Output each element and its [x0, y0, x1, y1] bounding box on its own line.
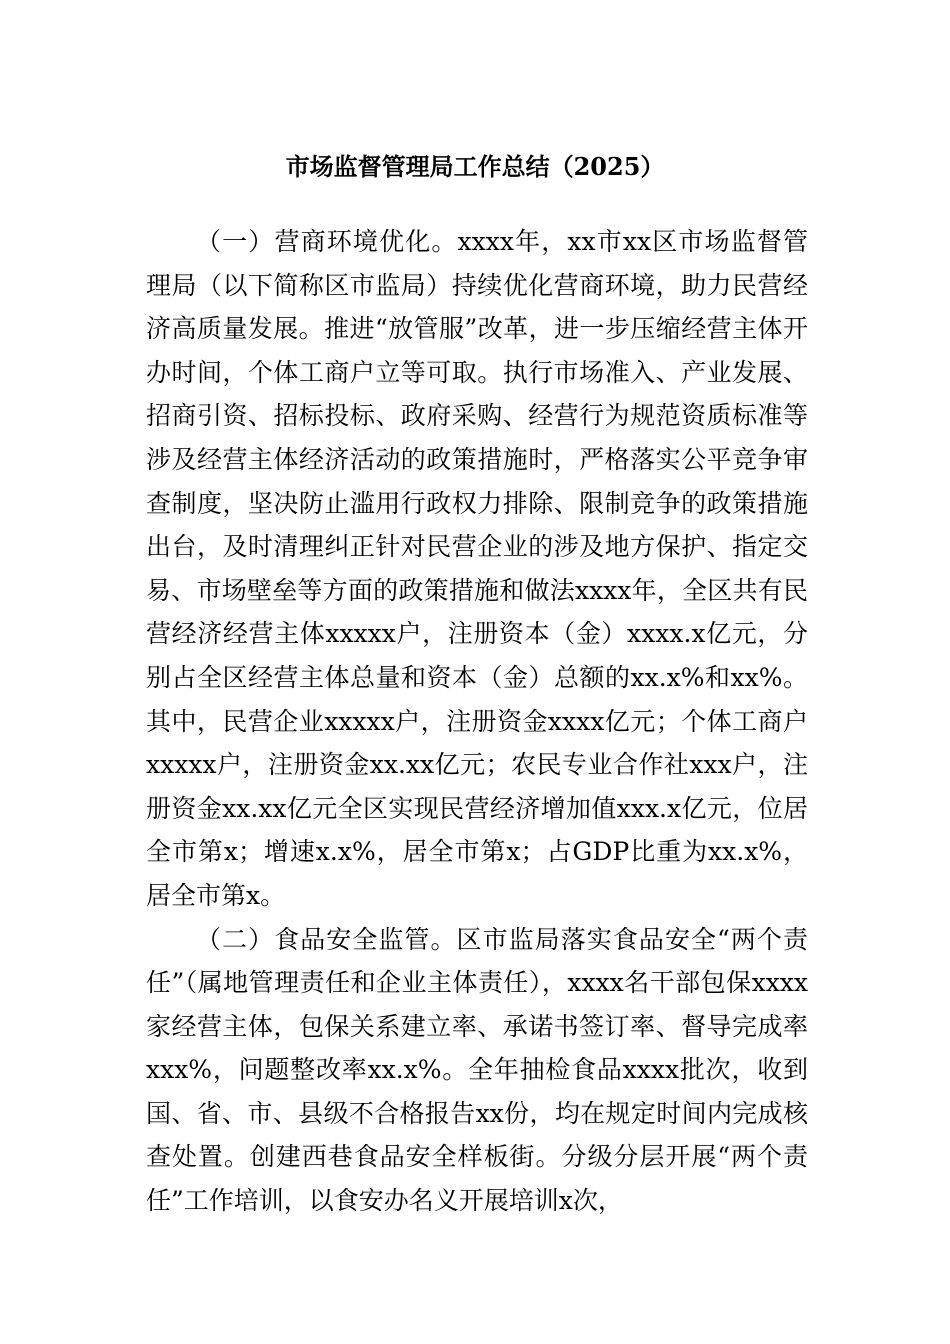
paragraph-food-safety: （二）食品安全监管。区市监局落实食品安全“两个责任”（属地管理责任和企业主体责任），xxxx名干部包保xxxx家经营主体，包保关系建立率、承诺书签订率、督导完成率xxx%，问题整改率xx.x%。全年抽检食品xxxx批次，收到国、省、市、县级不合格报告xx份，均在规定时间内完成核查处置。创建西巷食品安全样板街。分级分层开展“两个责任”工作培训，以食安办名义开展培训x次， [146, 924, 808, 1216]
paragraph-business-environment: （一）营商环境优化。xxxx年，xx市xx区市场监督管理局（以下简称区市监局）持续优化营商环境，助力民营经济高质量发展。推进“放管服”改革，进一步压缩经营主体开办时间，个体工商户立等可取。执行市场准入、产业发展、招商引资、招标投标、政府采购、经营行为规范资质标准等涉及经营主体经济活动的政策措施时，严格落实公平竞争审查制度，坚决防止滥用行政权力排除、限制竞争的政策措施出台，及时清理纠正针对民营企业的涉及地方保护、指定交易、市场壁垒等方面的政策措施和做法xxxx年，全区共有民营经济经营主体xxxxx户，注册资本（金）xxxx.x亿元，分别占全区经营主体总量和资本（金）总额的xx.x%和xx%。其中，民营企业xxxxx户，注册资金xxxx亿元；个体工商户xxxxx户，注册资金xx.xx亿元；农民专业合作社xxx户，注册资金xx.xx亿元全区实现民营经济增加值xxx.x亿元，位居全市第x；增速x.x%，居全市第x；占GDP比重为xx.x%，居全市第x。 [146, 227, 808, 910]
document-body [146, 220, 808, 1223]
document-title: 市场监督管理局工作总结（2025） [285, 152, 665, 181]
